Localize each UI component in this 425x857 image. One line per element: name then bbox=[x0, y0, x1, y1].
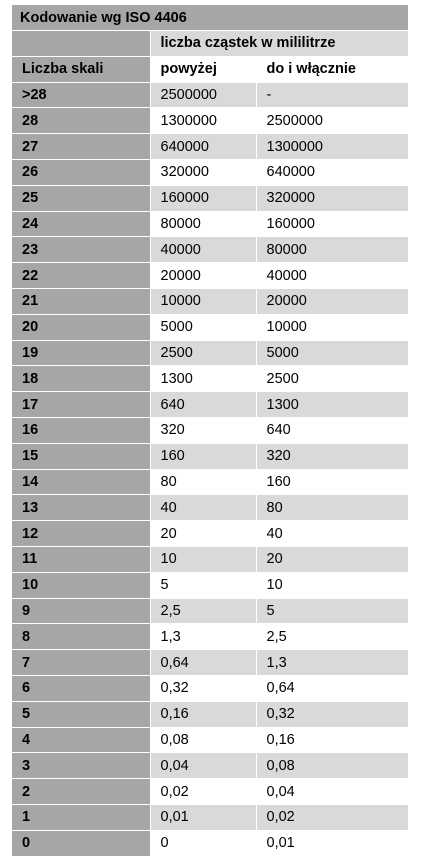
scale-number-cell: 2 bbox=[12, 779, 150, 805]
upto-value-cell: 0,64 bbox=[256, 675, 408, 701]
header-row-group bbox=[12, 31, 408, 57]
above-value-cell: 10000 bbox=[150, 288, 256, 314]
iso-4406-table-container bbox=[12, 5, 408, 857]
upto-value-cell: 640000 bbox=[256, 159, 408, 185]
table-row bbox=[12, 237, 408, 263]
above-value-cell: 0,02 bbox=[150, 779, 256, 805]
above-value-cell: 5 bbox=[150, 572, 256, 598]
upto-value-cell: 20 bbox=[256, 546, 408, 572]
table-row bbox=[12, 624, 408, 650]
table-row bbox=[12, 366, 408, 392]
scale-number-cell: 3 bbox=[12, 753, 150, 779]
above-value-cell: 20 bbox=[150, 521, 256, 547]
upto-value-cell: 160 bbox=[256, 469, 408, 495]
table-row bbox=[12, 675, 408, 701]
above-value-cell: 320 bbox=[150, 417, 256, 443]
table-row bbox=[12, 185, 408, 211]
above-value-cell: 80000 bbox=[150, 211, 256, 237]
above-value-cell: 640000 bbox=[150, 134, 256, 160]
scale-number-cell: 16 bbox=[12, 417, 150, 443]
table-row bbox=[12, 495, 408, 521]
table-row bbox=[12, 804, 408, 830]
scale-number-cell: 28 bbox=[12, 108, 150, 134]
scale-number-cell: 22 bbox=[12, 263, 150, 289]
scale-number-cell: 7 bbox=[12, 650, 150, 676]
table-row bbox=[12, 779, 408, 805]
header-empty-cell bbox=[12, 31, 150, 57]
upto-value-cell: 0,02 bbox=[256, 804, 408, 830]
above-value-cell: 2,5 bbox=[150, 598, 256, 624]
upto-value-cell: 0,32 bbox=[256, 701, 408, 727]
upto-value-cell: 0,01 bbox=[256, 830, 408, 856]
scale-number-cell: 21 bbox=[12, 288, 150, 314]
above-value-cell: 320000 bbox=[150, 159, 256, 185]
scale-number-cell: 6 bbox=[12, 675, 150, 701]
scale-number-cell: 4 bbox=[12, 727, 150, 753]
above-value-cell: 0,16 bbox=[150, 701, 256, 727]
table-row bbox=[12, 314, 408, 340]
above-value-cell: 1300 bbox=[150, 366, 256, 392]
above-value-cell: 0,08 bbox=[150, 727, 256, 753]
above-value-cell: 0,32 bbox=[150, 675, 256, 701]
scale-number-cell: 8 bbox=[12, 624, 150, 650]
scale-number-cell: 14 bbox=[12, 469, 150, 495]
above-value-cell: 0,01 bbox=[150, 804, 256, 830]
scale-number-header: Liczba skali bbox=[12, 56, 150, 82]
upto-value-cell: 0,16 bbox=[256, 727, 408, 753]
scale-number-cell: 23 bbox=[12, 237, 150, 263]
table-title-row bbox=[12, 5, 408, 31]
upto-value-cell: 5 bbox=[256, 598, 408, 624]
scale-number-cell: 18 bbox=[12, 366, 150, 392]
above-value-cell: 5000 bbox=[150, 314, 256, 340]
scale-number-cell: 5 bbox=[12, 701, 150, 727]
upto-value-cell: 640 bbox=[256, 417, 408, 443]
upto-value-cell: 0,04 bbox=[256, 779, 408, 805]
scale-number-cell: 19 bbox=[12, 340, 150, 366]
table-row bbox=[12, 159, 408, 185]
table-row bbox=[12, 392, 408, 418]
scale-number-cell: 9 bbox=[12, 598, 150, 624]
upto-value-cell: 2,5 bbox=[256, 624, 408, 650]
above-value-cell: 80 bbox=[150, 469, 256, 495]
above-value-cell: 160 bbox=[150, 443, 256, 469]
upto-value-cell: 10000 bbox=[256, 314, 408, 340]
upto-value-cell: 10 bbox=[256, 572, 408, 598]
scale-number-cell: 26 bbox=[12, 159, 150, 185]
above-value-cell: 2500 bbox=[150, 340, 256, 366]
above-value-cell: 1,3 bbox=[150, 624, 256, 650]
above-value-cell: 1300000 bbox=[150, 108, 256, 134]
upto-value-cell: 5000 bbox=[256, 340, 408, 366]
upto-value-cell: 40000 bbox=[256, 263, 408, 289]
scale-number-cell: 10 bbox=[12, 572, 150, 598]
table-row bbox=[12, 830, 408, 856]
above-value-cell: 0 bbox=[150, 830, 256, 856]
upto-value-cell: 1300 bbox=[256, 392, 408, 418]
above-value-cell: 40 bbox=[150, 495, 256, 521]
upto-value-cell: 2500000 bbox=[256, 108, 408, 134]
scale-number-cell: 20 bbox=[12, 314, 150, 340]
upto-value-cell: 80 bbox=[256, 495, 408, 521]
above-value-cell: 0,64 bbox=[150, 650, 256, 676]
table-row bbox=[12, 288, 408, 314]
scale-number-cell: 27 bbox=[12, 134, 150, 160]
scale-number-cell: 11 bbox=[12, 546, 150, 572]
table-title: Kodowanie wg ISO 4406 bbox=[12, 5, 408, 31]
above-value-cell: 20000 bbox=[150, 263, 256, 289]
iso-4406-table bbox=[12, 5, 408, 857]
table-row bbox=[12, 753, 408, 779]
upto-value-cell: 1,3 bbox=[256, 650, 408, 676]
upto-value-cell: 80000 bbox=[256, 237, 408, 263]
scale-number-cell: 24 bbox=[12, 211, 150, 237]
upto-value-cell: 0,08 bbox=[256, 753, 408, 779]
table-row bbox=[12, 650, 408, 676]
table-row bbox=[12, 134, 408, 160]
upto-value-cell: 1300000 bbox=[256, 134, 408, 160]
upto-value-cell: 2500 bbox=[256, 366, 408, 392]
above-value-cell: 160000 bbox=[150, 185, 256, 211]
table-body bbox=[12, 5, 408, 856]
table-row bbox=[12, 469, 408, 495]
upto-value-cell: 320 bbox=[256, 443, 408, 469]
table-row bbox=[12, 263, 408, 289]
table-row bbox=[12, 546, 408, 572]
above-value-cell: 2500000 bbox=[150, 82, 256, 108]
table-row bbox=[12, 82, 408, 108]
table-row bbox=[12, 108, 408, 134]
table-row bbox=[12, 211, 408, 237]
upto-value-cell: 160000 bbox=[256, 211, 408, 237]
scale-number-cell: 17 bbox=[12, 392, 150, 418]
header-row-columns bbox=[12, 56, 408, 82]
table-row bbox=[12, 443, 408, 469]
table-row bbox=[12, 701, 408, 727]
table-row bbox=[12, 727, 408, 753]
scale-number-cell: 13 bbox=[12, 495, 150, 521]
scale-number-cell: 0 bbox=[12, 830, 150, 856]
upto-value-cell: - bbox=[256, 82, 408, 108]
table-row bbox=[12, 521, 408, 547]
above-value-cell: 0,04 bbox=[150, 753, 256, 779]
scale-number-cell: 25 bbox=[12, 185, 150, 211]
above-column-header: powyżej bbox=[150, 56, 256, 82]
particle-count-group-header: liczba cząstek w mililitrze bbox=[150, 31, 408, 57]
upto-column-header: do i włącznie bbox=[256, 56, 408, 82]
upto-value-cell: 40 bbox=[256, 521, 408, 547]
table-row bbox=[12, 417, 408, 443]
table-row bbox=[12, 340, 408, 366]
table-row bbox=[12, 598, 408, 624]
scale-number-cell: 15 bbox=[12, 443, 150, 469]
above-value-cell: 40000 bbox=[150, 237, 256, 263]
above-value-cell: 640 bbox=[150, 392, 256, 418]
scale-number-cell: 12 bbox=[12, 521, 150, 547]
upto-value-cell: 20000 bbox=[256, 288, 408, 314]
scale-number-cell: 1 bbox=[12, 804, 150, 830]
above-value-cell: 10 bbox=[150, 546, 256, 572]
scale-number-cell: >28 bbox=[12, 82, 150, 108]
upto-value-cell: 320000 bbox=[256, 185, 408, 211]
table-row bbox=[12, 572, 408, 598]
